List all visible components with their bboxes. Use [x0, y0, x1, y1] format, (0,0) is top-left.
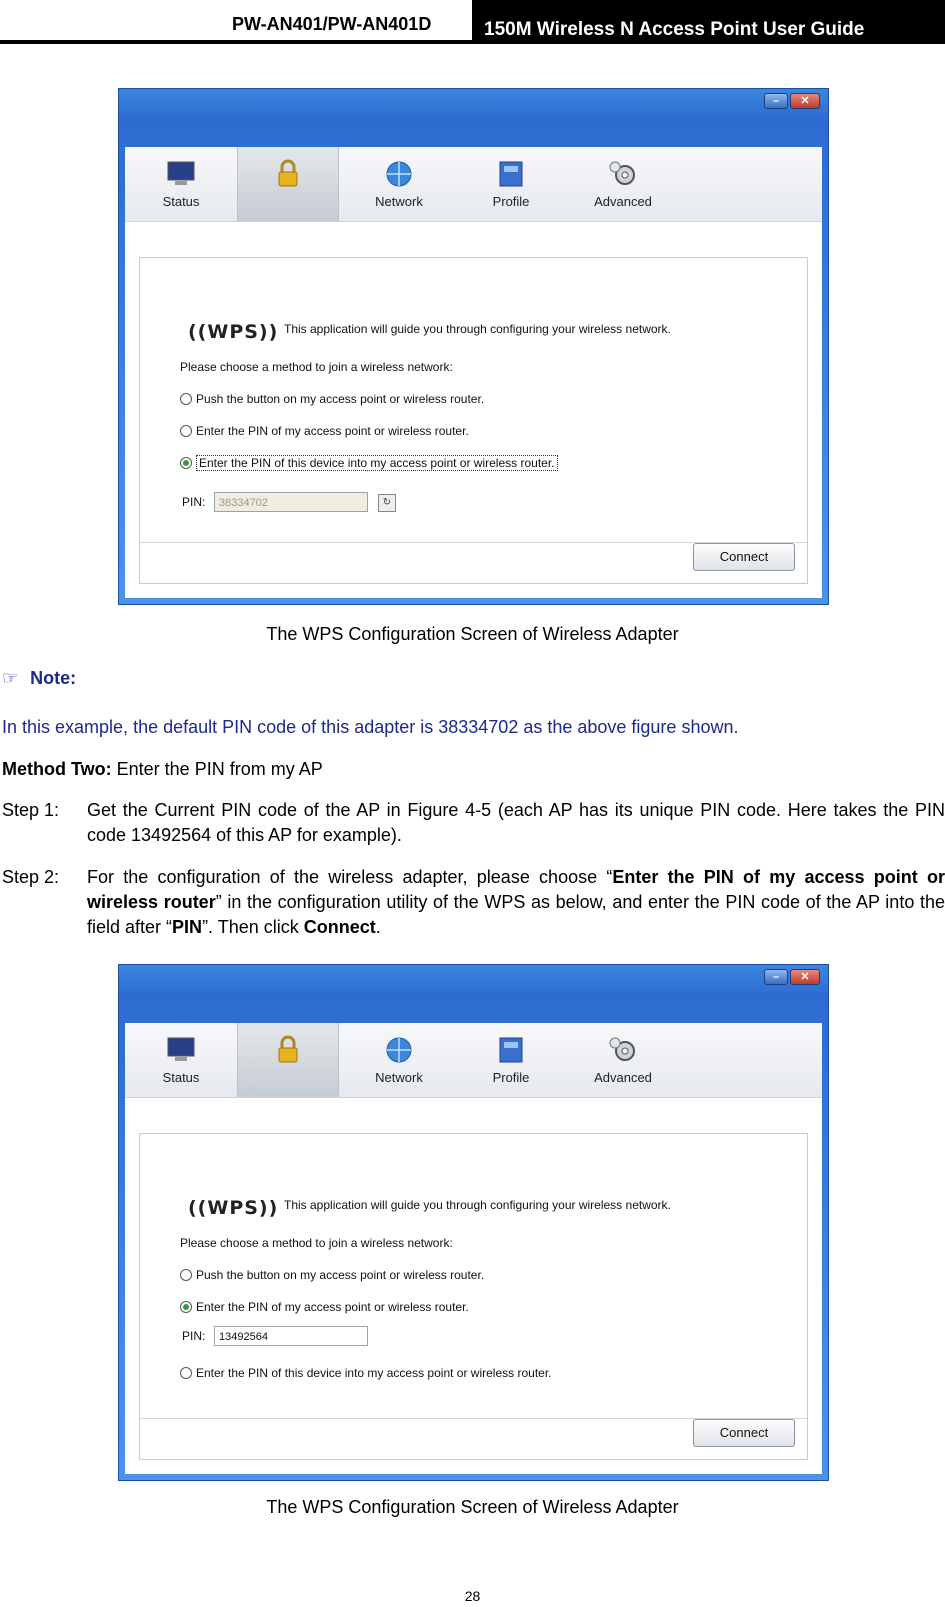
tool-wps[interactable] [237, 1023, 339, 1097]
option-label: Enter the PIN of my access point or wireless router. [196, 1300, 469, 1314]
profile-icon [495, 159, 527, 189]
method-two-label: Method Two: [2, 759, 112, 779]
step-2 [2, 865, 945, 940]
radio-icon [180, 393, 192, 405]
step-1-text: Get the Current PIN code of the AP in Figure 4-5 (each AP has its unique PIN code. Here takes the PIN code 13492564 of this AP for example). [87, 800, 945, 845]
option-label: Enter the PIN of this device into my access point or wireless router. [196, 1366, 552, 1380]
option-enter-device-pin[interactable] [180, 1366, 552, 1380]
page-number: 28 [464, 1588, 481, 1604]
radio-selected-icon [180, 1301, 192, 1313]
wps-intro: This application will guide you through configuring your wireless network. [284, 1198, 671, 1212]
pin-field[interactable]: 13492564 [214, 1326, 368, 1346]
figure-caption-2: The WPS Configuration Screen of Wireless Adapter [266, 1497, 679, 1517]
pin-label: PIN: [182, 1329, 206, 1343]
choose-method-label: Please choose a method to join a wireless network: [180, 360, 453, 374]
method-two [2, 759, 323, 780]
header-model: PW-AN401/PW-AN401D [232, 14, 432, 34]
note-text: In this example, the default PIN code of this adapter is 38334702 as the above figure shown. [2, 717, 739, 737]
note-heading [2, 668, 76, 689]
globe-icon [383, 159, 415, 189]
wps-logo: ((WPS)) [188, 1197, 279, 1219]
refresh-pin-icon[interactable]: ↻ [378, 494, 396, 512]
tool-profile-label: Profile [492, 194, 530, 209]
wps-window-1 [118, 88, 829, 605]
tool-advanced[interactable] [573, 147, 673, 221]
option-label: Enter the PIN of this device into my access point or wireless router. [196, 455, 558, 471]
tool-network[interactable] [349, 1023, 449, 1097]
radio-icon [180, 425, 192, 437]
tool-status[interactable] [131, 1023, 231, 1097]
step-1-number: Step 1: [2, 800, 60, 820]
minimize-icon[interactable]: – [764, 969, 788, 985]
option-enter-device-pin[interactable] [180, 456, 558, 470]
option-label: Enter the PIN of my access point or wireless router. [196, 424, 469, 438]
tool-status-label: Status [162, 194, 200, 209]
monitor-icon [165, 159, 197, 189]
tool-profile[interactable] [461, 147, 561, 221]
wps-panel [139, 1133, 808, 1460]
wps-intro: This application will guide you through configuring your wireless network. [284, 322, 671, 336]
gear-icon [607, 1035, 639, 1065]
tool-profile[interactable] [461, 1023, 561, 1097]
globe-icon [383, 1035, 415, 1065]
tool-network[interactable] [349, 147, 449, 221]
step-2-text: For the configuration of the wireless adapter, please choose “Enter the PIN of my access point or wireless router” in the configuration utility of the WPS as below, and enter the PIN code of the AP into the field after “PIN”. Then click Connect. [87, 867, 945, 937]
option-label: Push the button on my access point or wireless router. [196, 392, 485, 406]
tool-network-label: Network [375, 194, 423, 209]
wps-logo: ((WPS)) [188, 321, 279, 343]
lock-icon [272, 159, 304, 189]
window-controls [764, 93, 820, 109]
tool-advanced[interactable] [573, 1023, 673, 1097]
step-2-number: Step 2: [2, 867, 60, 887]
tool-wps[interactable] [237, 147, 339, 221]
tool-status-label: Status [162, 1070, 200, 1085]
tool-advanced-label: Advanced [594, 194, 652, 209]
connect-button[interactable]: Connect [693, 1419, 795, 1447]
figure-caption-1: The WPS Configuration Screen of Wireless Adapter [266, 624, 679, 644]
header-title: 150M Wireless N Access Point User Guide [472, 0, 945, 44]
pin-field[interactable]: 38334702 [214, 492, 368, 512]
option-push-button[interactable] [180, 392, 484, 406]
gear-icon [607, 159, 639, 189]
profile-icon [495, 1035, 527, 1065]
close-icon[interactable]: ✕ [790, 969, 820, 985]
tool-advanced-label: Advanced [594, 1070, 652, 1085]
page-header [0, 0, 945, 44]
window-controls [764, 969, 820, 985]
tool-profile-label: Profile [492, 1070, 530, 1085]
option-push-button[interactable] [180, 1268, 484, 1282]
pin-label: PIN: [182, 495, 206, 509]
option-label: Push the button on my access point or wireless router. [196, 1268, 485, 1282]
note-heading-text: Note: [30, 668, 77, 688]
radio-icon [180, 1269, 192, 1281]
option-enter-ap-pin[interactable] [180, 424, 469, 438]
minimize-icon[interactable]: – [764, 93, 788, 109]
window-client [125, 147, 822, 598]
method-two-text: Enter the PIN from my AP [111, 759, 323, 779]
connect-button[interactable]: Connect [693, 543, 795, 571]
tool-status[interactable] [131, 147, 231, 221]
tool-network-label: Network [375, 1070, 423, 1085]
close-icon[interactable]: ✕ [790, 93, 820, 109]
wps-window-2 [118, 964, 829, 1481]
toolbar [125, 1023, 822, 1098]
radio-icon [180, 1367, 192, 1379]
step-1 [2, 798, 945, 848]
lock-icon [272, 1035, 304, 1065]
choose-method-label: Please choose a method to join a wireless network: [180, 1236, 453, 1250]
toolbar [125, 147, 822, 222]
wps-panel [139, 257, 808, 584]
pointing-hand-icon: ☞ [2, 668, 19, 688]
option-enter-ap-pin[interactable] [180, 1300, 469, 1314]
radio-selected-icon [180, 457, 192, 469]
monitor-icon [165, 1035, 197, 1065]
window-client [125, 1023, 822, 1474]
